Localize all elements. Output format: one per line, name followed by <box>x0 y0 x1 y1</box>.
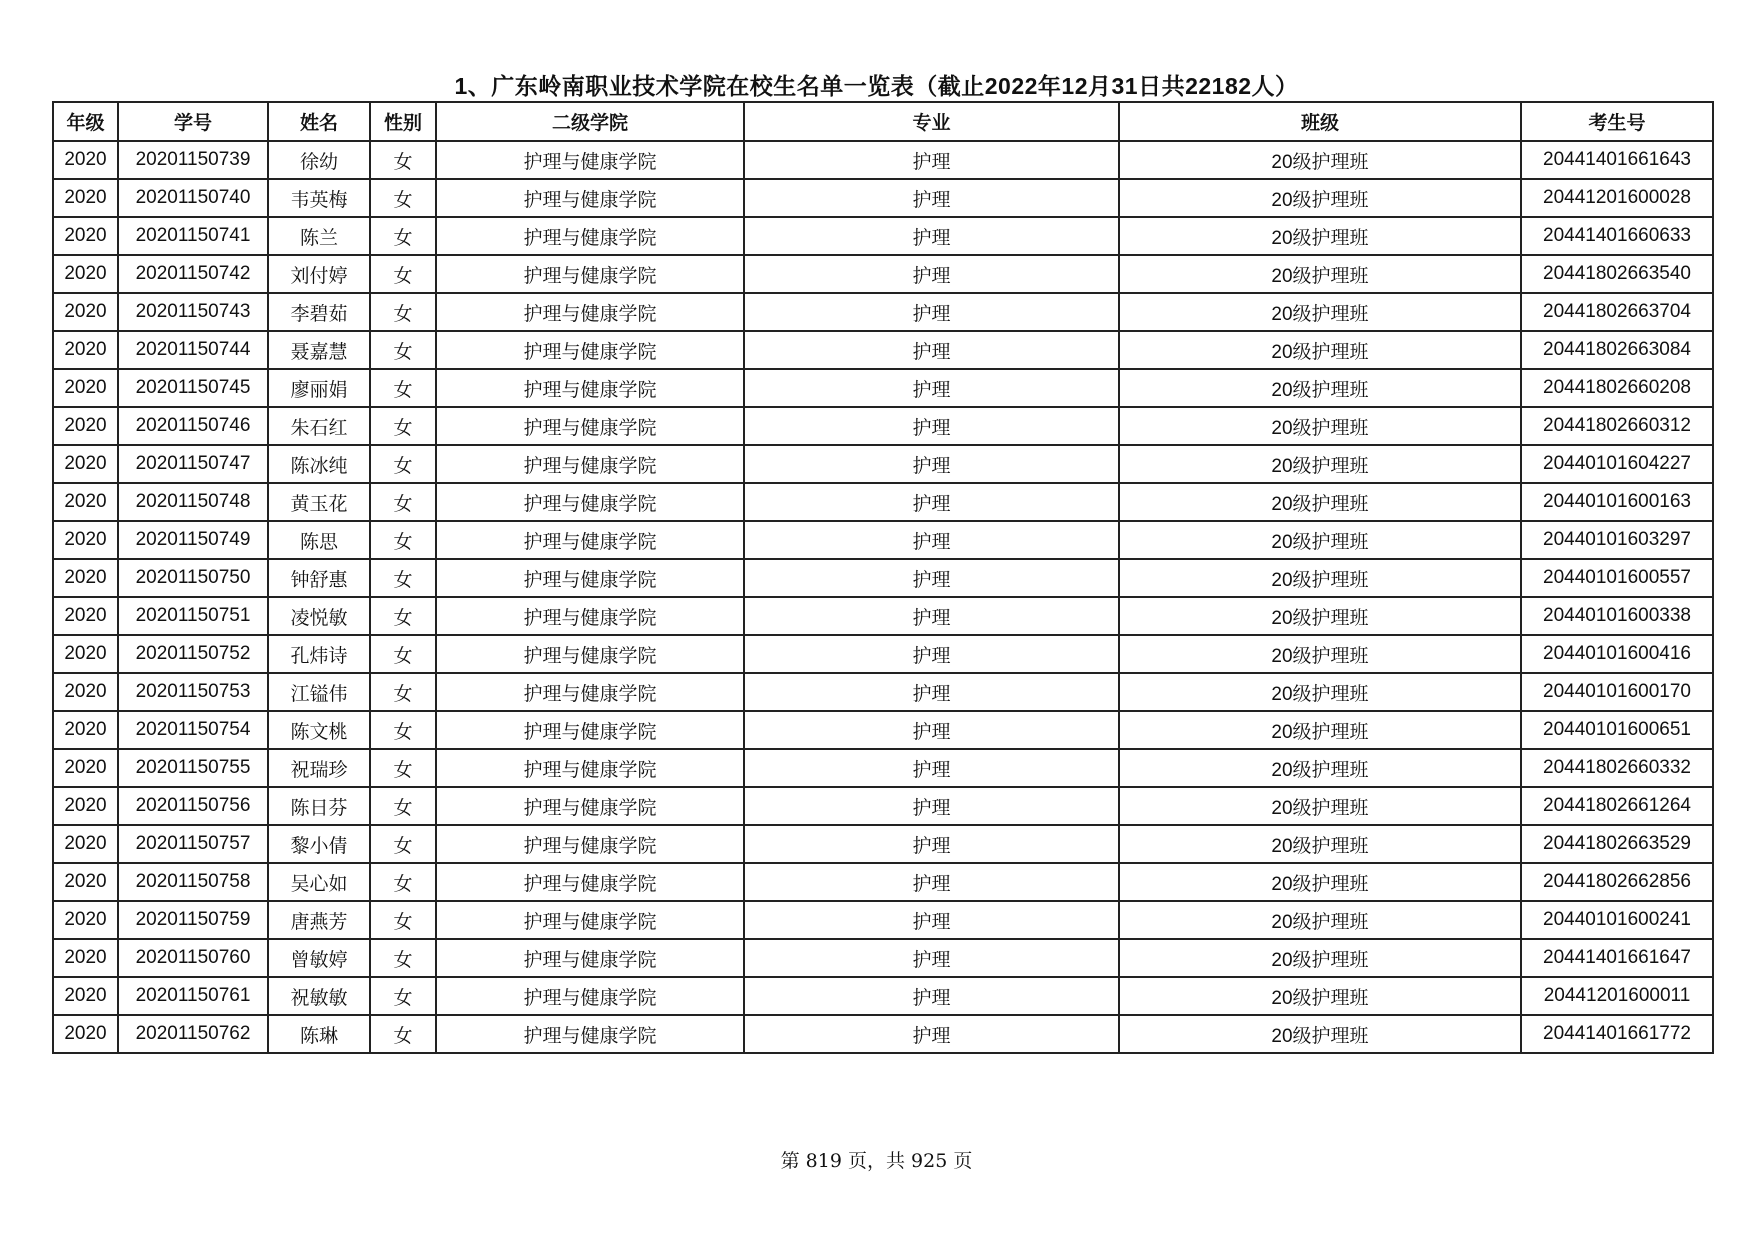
class-cell: 20级护理班 <box>1119 977 1521 1015</box>
student-id-cell: 20201150753 <box>118 673 268 711</box>
class-cell: 20级护理班 <box>1119 901 1521 939</box>
name-cell: 李碧茹 <box>268 293 370 331</box>
grade-cell: 2020 <box>53 711 118 749</box>
header-gender: 性别 <box>370 102 436 141</box>
table-row <box>53 407 1713 445</box>
exam-number-cell: 20441401661647 <box>1521 939 1713 977</box>
gender-cell: 女 <box>370 483 436 521</box>
college-cell: 护理与健康学院 <box>436 787 744 825</box>
grade-cell: 2020 <box>53 977 118 1015</box>
table-row <box>53 445 1713 483</box>
document-title: 1、广东岭南职业技术学院在校生名单一览表（截止2022年12月31日共22182人） <box>454 73 1299 99</box>
table-row <box>53 369 1713 407</box>
table-row <box>53 293 1713 331</box>
student-id-cell: 20201150744 <box>118 331 268 369</box>
class-cell: 20级护理班 <box>1119 217 1521 255</box>
exam-number-cell: 20441802663540 <box>1521 255 1713 293</box>
name-cell: 陈琳 <box>268 1015 370 1053</box>
exam-number-cell: 20441802660208 <box>1521 369 1713 407</box>
college-cell: 护理与健康学院 <box>436 141 744 179</box>
gender-cell: 女 <box>370 635 436 673</box>
college-cell: 护理与健康学院 <box>436 521 744 559</box>
college-cell: 护理与健康学院 <box>436 901 744 939</box>
student-id-cell: 20201150754 <box>118 711 268 749</box>
grade-cell: 2020 <box>53 407 118 445</box>
college-cell: 护理与健康学院 <box>436 597 744 635</box>
grade-cell: 2020 <box>53 635 118 673</box>
header-student-id: 学号 <box>118 102 268 141</box>
gender-cell: 女 <box>370 597 436 635</box>
gender-cell: 女 <box>370 825 436 863</box>
gender-cell: 女 <box>370 901 436 939</box>
name-cell: 凌悦敏 <box>268 597 370 635</box>
table-row <box>53 521 1713 559</box>
table-row <box>53 825 1713 863</box>
major-cell: 护理 <box>744 521 1119 559</box>
name-cell: 孔炜诗 <box>268 635 370 673</box>
class-cell: 20级护理班 <box>1119 787 1521 825</box>
exam-number-cell: 20440101600163 <box>1521 483 1713 521</box>
table-row <box>53 179 1713 217</box>
gender-cell: 女 <box>370 787 436 825</box>
name-cell: 廖丽娟 <box>268 369 370 407</box>
student-id-cell: 20201150741 <box>118 217 268 255</box>
student-id-cell: 20201150752 <box>118 635 268 673</box>
college-cell: 护理与健康学院 <box>436 217 744 255</box>
name-cell: 陈思 <box>268 521 370 559</box>
student-id-cell: 20201150759 <box>118 901 268 939</box>
exam-number-cell: 20441802660312 <box>1521 407 1713 445</box>
college-cell: 护理与健康学院 <box>436 635 744 673</box>
gender-cell: 女 <box>370 141 436 179</box>
table-body <box>53 141 1713 1053</box>
grade-cell: 2020 <box>53 787 118 825</box>
exam-number-cell: 20441802660332 <box>1521 749 1713 787</box>
name-cell: 吴心如 <box>268 863 370 901</box>
name-cell: 祝瑞珍 <box>268 749 370 787</box>
major-cell: 护理 <box>744 407 1119 445</box>
class-cell: 20级护理班 <box>1119 673 1521 711</box>
gender-cell: 女 <box>370 977 436 1015</box>
exam-number-cell: 20440101600557 <box>1521 559 1713 597</box>
exam-number-cell: 20440101604227 <box>1521 445 1713 483</box>
class-cell: 20级护理班 <box>1119 369 1521 407</box>
class-cell: 20级护理班 <box>1119 141 1521 179</box>
header-college: 二级学院 <box>436 102 744 141</box>
grade-cell: 2020 <box>53 597 118 635</box>
grade-cell: 2020 <box>53 1015 118 1053</box>
class-cell: 20级护理班 <box>1119 863 1521 901</box>
student-id-cell: 20201150751 <box>118 597 268 635</box>
gender-cell: 女 <box>370 559 436 597</box>
college-cell: 护理与健康学院 <box>436 1015 744 1053</box>
table-row <box>53 787 1713 825</box>
student-id-cell: 20201150747 <box>118 445 268 483</box>
student-id-cell: 20201150745 <box>118 369 268 407</box>
class-cell: 20级护理班 <box>1119 407 1521 445</box>
table-row <box>53 1015 1713 1053</box>
gender-cell: 女 <box>370 293 436 331</box>
major-cell: 护理 <box>744 863 1119 901</box>
table-row <box>53 217 1713 255</box>
college-cell: 护理与健康学院 <box>436 369 744 407</box>
class-cell: 20级护理班 <box>1119 445 1521 483</box>
name-cell: 朱石红 <box>268 407 370 445</box>
college-cell: 护理与健康学院 <box>436 977 744 1015</box>
table-row <box>53 255 1713 293</box>
gender-cell: 女 <box>370 1015 436 1053</box>
grade-cell: 2020 <box>53 673 118 711</box>
college-cell: 护理与健康学院 <box>436 331 744 369</box>
exam-number-cell: 20441401661643 <box>1521 141 1713 179</box>
exam-number-cell: 20441201600011 <box>1521 977 1713 1015</box>
gender-cell: 女 <box>370 369 436 407</box>
college-cell: 护理与健康学院 <box>436 863 744 901</box>
student-id-cell: 20201150756 <box>118 787 268 825</box>
major-cell: 护理 <box>744 597 1119 635</box>
exam-number-cell: 20441802663529 <box>1521 825 1713 863</box>
name-cell: 黄玉花 <box>268 483 370 521</box>
gender-cell: 女 <box>370 331 436 369</box>
major-cell: 护理 <box>744 445 1119 483</box>
college-cell: 护理与健康学院 <box>436 673 744 711</box>
table-row <box>53 559 1713 597</box>
student-id-cell: 20201150762 <box>118 1015 268 1053</box>
major-cell: 护理 <box>744 293 1119 331</box>
student-id-cell: 20201150743 <box>118 293 268 331</box>
gender-cell: 女 <box>370 407 436 445</box>
grade-cell: 2020 <box>53 369 118 407</box>
major-cell: 护理 <box>744 673 1119 711</box>
major-cell: 护理 <box>744 331 1119 369</box>
name-cell: 韦英梅 <box>268 179 370 217</box>
major-cell: 护理 <box>744 217 1119 255</box>
college-cell: 护理与健康学院 <box>436 711 744 749</box>
name-cell: 江镒伟 <box>268 673 370 711</box>
college-cell: 护理与健康学院 <box>436 483 744 521</box>
gender-cell: 女 <box>370 255 436 293</box>
grade-cell: 2020 <box>53 141 118 179</box>
exam-number-cell: 20441802663704 <box>1521 293 1713 331</box>
table-row <box>53 673 1713 711</box>
gender-cell: 女 <box>370 673 436 711</box>
name-cell: 陈冰纯 <box>268 445 370 483</box>
name-cell: 曾敏婷 <box>268 939 370 977</box>
class-cell: 20级护理班 <box>1119 255 1521 293</box>
major-cell: 护理 <box>744 1015 1119 1053</box>
name-cell: 刘付婷 <box>268 255 370 293</box>
college-cell: 护理与健康学院 <box>436 825 744 863</box>
exam-number-cell: 20440101600170 <box>1521 673 1713 711</box>
class-cell: 20级护理班 <box>1119 825 1521 863</box>
major-cell: 护理 <box>744 179 1119 217</box>
major-cell: 护理 <box>744 901 1119 939</box>
major-cell: 护理 <box>744 711 1119 749</box>
grade-cell: 2020 <box>53 559 118 597</box>
header-name: 姓名 <box>268 102 370 141</box>
table-row <box>53 331 1713 369</box>
exam-number-cell: 20440101600651 <box>1521 711 1713 749</box>
class-cell: 20级护理班 <box>1119 483 1521 521</box>
table-row <box>53 749 1713 787</box>
exam-number-cell: 20441401660633 <box>1521 217 1713 255</box>
grade-cell: 2020 <box>53 939 118 977</box>
college-cell: 护理与健康学院 <box>436 293 744 331</box>
name-cell: 聂嘉慧 <box>268 331 370 369</box>
student-roster-table <box>52 101 1714 1054</box>
major-cell: 护理 <box>744 369 1119 407</box>
college-cell: 护理与健康学院 <box>436 179 744 217</box>
name-cell: 钟舒惠 <box>268 559 370 597</box>
name-cell: 徐幼 <box>268 141 370 179</box>
grade-cell: 2020 <box>53 217 118 255</box>
exam-number-cell: 20441401661772 <box>1521 1015 1713 1053</box>
header-major: 专业 <box>744 102 1119 141</box>
student-id-cell: 20201150748 <box>118 483 268 521</box>
exam-number-cell: 20441802661264 <box>1521 787 1713 825</box>
student-id-cell: 20201150758 <box>118 863 268 901</box>
gender-cell: 女 <box>370 445 436 483</box>
name-cell: 陈日芬 <box>268 787 370 825</box>
grade-cell: 2020 <box>53 863 118 901</box>
header-class: 班级 <box>1119 102 1521 141</box>
gender-cell: 女 <box>370 939 436 977</box>
grade-cell: 2020 <box>53 293 118 331</box>
table-row <box>53 711 1713 749</box>
exam-number-cell: 20440101600241 <box>1521 901 1713 939</box>
grade-cell: 2020 <box>53 483 118 521</box>
student-id-cell: 20201150742 <box>118 255 268 293</box>
class-cell: 20级护理班 <box>1119 597 1521 635</box>
major-cell: 护理 <box>744 787 1119 825</box>
grade-cell: 2020 <box>53 521 118 559</box>
header-exam-number: 考生号 <box>1521 102 1713 141</box>
college-cell: 护理与健康学院 <box>436 407 744 445</box>
major-cell: 护理 <box>744 977 1119 1015</box>
college-cell: 护理与健康学院 <box>436 255 744 293</box>
student-id-cell: 20201150750 <box>118 559 268 597</box>
student-id-cell: 20201150746 <box>118 407 268 445</box>
class-cell: 20级护理班 <box>1119 711 1521 749</box>
gender-cell: 女 <box>370 749 436 787</box>
exam-number-cell: 20440101600338 <box>1521 597 1713 635</box>
name-cell: 陈文桃 <box>268 711 370 749</box>
grade-cell: 2020 <box>53 331 118 369</box>
table-row <box>53 977 1713 1015</box>
college-cell: 护理与健康学院 <box>436 445 744 483</box>
table-row <box>53 939 1713 977</box>
gender-cell: 女 <box>370 521 436 559</box>
student-id-cell: 20201150739 <box>118 141 268 179</box>
gender-cell: 女 <box>370 217 436 255</box>
major-cell: 护理 <box>744 559 1119 597</box>
name-cell: 黎小倩 <box>268 825 370 863</box>
student-id-cell: 20201150757 <box>118 825 268 863</box>
gender-cell: 女 <box>370 711 436 749</box>
exam-number-cell: 20441201600028 <box>1521 179 1713 217</box>
student-id-cell: 20201150749 <box>118 521 268 559</box>
name-cell: 唐燕芳 <box>268 901 370 939</box>
grade-cell: 2020 <box>53 901 118 939</box>
class-cell: 20级护理班 <box>1119 293 1521 331</box>
class-cell: 20级护理班 <box>1119 749 1521 787</box>
college-cell: 护理与健康学院 <box>436 559 744 597</box>
exam-number-cell: 20440101600416 <box>1521 635 1713 673</box>
name-cell: 祝敏敏 <box>268 977 370 1015</box>
table-row <box>53 483 1713 521</box>
exam-number-cell: 20440101603297 <box>1521 521 1713 559</box>
class-cell: 20级护理班 <box>1119 179 1521 217</box>
class-cell: 20级护理班 <box>1119 939 1521 977</box>
table-row <box>53 141 1713 179</box>
major-cell: 护理 <box>744 255 1119 293</box>
table-row <box>53 597 1713 635</box>
major-cell: 护理 <box>744 939 1119 977</box>
grade-cell: 2020 <box>53 179 118 217</box>
major-cell: 护理 <box>744 749 1119 787</box>
table-row <box>53 863 1713 901</box>
exam-number-cell: 20441802662856 <box>1521 863 1713 901</box>
grade-cell: 2020 <box>53 825 118 863</box>
class-cell: 20级护理班 <box>1119 1015 1521 1053</box>
college-cell: 护理与健康学院 <box>436 939 744 977</box>
gender-cell: 女 <box>370 179 436 217</box>
table-header-row <box>53 102 1713 141</box>
major-cell: 护理 <box>744 635 1119 673</box>
grade-cell: 2020 <box>53 255 118 293</box>
college-cell: 护理与健康学院 <box>436 749 744 787</box>
grade-cell: 2020 <box>53 445 118 483</box>
major-cell: 护理 <box>744 483 1119 521</box>
major-cell: 护理 <box>744 825 1119 863</box>
student-id-cell: 20201150760 <box>118 939 268 977</box>
header-grade: 年级 <box>53 102 118 141</box>
student-id-cell: 20201150761 <box>118 977 268 1015</box>
student-id-cell: 20201150740 <box>118 179 268 217</box>
grade-cell: 2020 <box>53 749 118 787</box>
gender-cell: 女 <box>370 863 436 901</box>
exam-number-cell: 20441802663084 <box>1521 331 1713 369</box>
table-row <box>53 901 1713 939</box>
class-cell: 20级护理班 <box>1119 635 1521 673</box>
student-id-cell: 20201150755 <box>118 749 268 787</box>
class-cell: 20级护理班 <box>1119 331 1521 369</box>
class-cell: 20级护理班 <box>1119 559 1521 597</box>
table-row <box>53 635 1713 673</box>
class-cell: 20级护理班 <box>1119 521 1521 559</box>
name-cell: 陈兰 <box>268 217 370 255</box>
major-cell: 护理 <box>744 141 1119 179</box>
page-footer: 第 819 页，共 925 页 <box>780 1150 973 1172</box>
